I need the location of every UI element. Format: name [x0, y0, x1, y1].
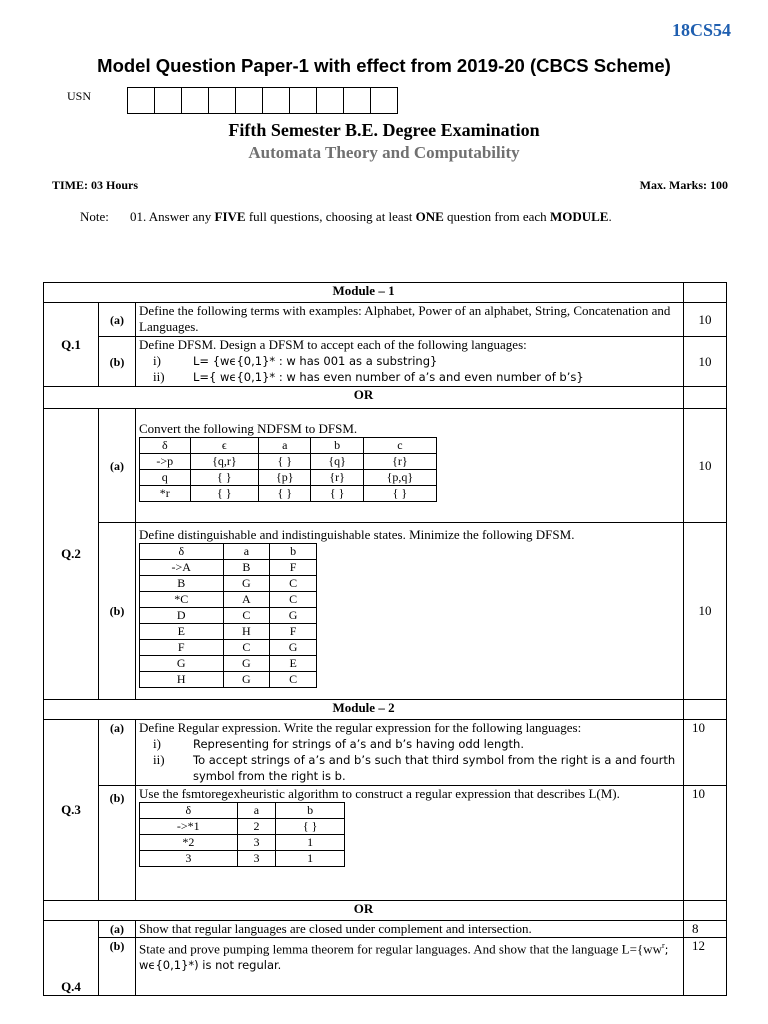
transition-cell: 3 — [237, 835, 276, 851]
transition-cell: δ — [140, 544, 224, 560]
course-code: 18CS54 — [672, 20, 732, 40]
marks: 10 — [684, 409, 727, 523]
transition-row — [140, 835, 345, 851]
transition-cell: a — [259, 438, 311, 454]
transition-cell: F — [270, 624, 317, 640]
marks: 10 — [684, 786, 727, 901]
question-text: Define DFSM. Design a DFSM to accept each of the following languages: i) L= {wϵ{0,1}* : w has 001 as a substring} ii) L={ wϵ{0,1}* : w has even number of a’s and even number of b’s} — [136, 337, 684, 387]
transition-cell: E — [140, 624, 224, 640]
marks: 8 — [684, 921, 727, 938]
transition-cell: B — [223, 560, 270, 576]
transition-cell: { } — [311, 486, 363, 502]
transition-cell: G — [223, 672, 270, 688]
transition-cell: C — [270, 576, 317, 592]
transition-cell: ->A — [140, 560, 224, 576]
transition-cell: C — [223, 608, 270, 624]
transition-cell: {r} — [311, 470, 363, 486]
transition-cell: 3 — [140, 851, 238, 867]
transition-cell: B — [140, 576, 224, 592]
transition-cell: C — [270, 672, 317, 688]
usn-box — [290, 87, 317, 114]
part-label: (b) — [99, 786, 136, 901]
language-definition: L={ wϵ{0,1}* : w has even number of a’s and even number of b’s} — [193, 370, 584, 384]
transition-cell: {p,q} — [363, 470, 436, 486]
transition-row — [140, 454, 437, 470]
transition-row — [140, 592, 317, 608]
transition-cell: *C — [140, 592, 224, 608]
paper-title: Model Question Paper-1 with effect from 2019-20 (CBCS Scheme) — [97, 55, 671, 76]
transition-cell: b — [276, 803, 345, 819]
transition-cell: δ — [140, 803, 238, 819]
transition-cell: { } — [259, 454, 311, 470]
max-marks: Max. Marks: 100 — [639, 178, 728, 192]
language-definition: L= {wϵ{0,1}* : w has 001 as a substring} — [193, 354, 438, 368]
note-text: 01. Answer any FIVE full questions, choosing at least ONE question from each MODULE. — [130, 209, 612, 224]
transition-cell: {q} — [311, 454, 363, 470]
transition-cell: {r} — [363, 454, 436, 470]
usn-label: USN — [67, 89, 92, 103]
transition-cell: c — [363, 438, 436, 454]
marks: 12 — [684, 938, 727, 996]
part-label: (b) — [99, 523, 136, 700]
note-label: Note: — [80, 209, 109, 224]
subject-title: Automata Theory and Computability — [248, 143, 520, 162]
question-text: Show that regular languages are closed under complement and intersection. — [136, 921, 684, 938]
marks: 10 — [684, 720, 727, 786]
usn-box — [155, 87, 182, 114]
transition-row — [140, 672, 317, 688]
transition-cell: ->p — [140, 454, 191, 470]
transition-cell: { } — [259, 486, 311, 502]
transition-cell: b — [270, 544, 317, 560]
usn-box — [128, 87, 155, 114]
transition-cell: δ — [140, 438, 191, 454]
question-text: Convert the following NDFSM to DFSM. δ ϵ a b c ->p {q,r} { } {q} {r} q { } {p} {r} {p,q} *r { } { } { } { } — [136, 409, 684, 523]
question-number: Q.4 — [44, 921, 99, 996]
transition-cell: A — [223, 592, 270, 608]
transition-row — [140, 486, 437, 502]
transition-cell: a — [223, 544, 270, 560]
transition-cell: { } — [190, 470, 259, 486]
exam-time: TIME: 03 Hours — [52, 178, 139, 192]
transition-row — [140, 640, 317, 656]
transition-cell: C — [223, 640, 270, 656]
transition-cell: { } — [276, 819, 345, 835]
question-text: Use the fsmtoregexheuristic algorithm to construct a regular expression that describes L(M). δ a b ->*1 2 { } *2 3 1 3 3 1 — [136, 786, 684, 901]
transition-cell: G — [270, 608, 317, 624]
usn-box — [371, 87, 398, 114]
question-table — [43, 282, 727, 996]
module-2-heading: Module – 2 — [44, 700, 684, 720]
question-text: State and prove pumping lemma theorem for regular languages. And show that the language $L=\{ww^r$; wϵ{0,1}*) is not regular. — [136, 938, 684, 996]
transition-cell: E — [270, 656, 317, 672]
part-label: (b) — [99, 337, 136, 387]
marks: 10 — [684, 523, 727, 700]
transition-row — [140, 544, 317, 560]
transition-cell: { } — [363, 486, 436, 502]
dfsm-transition-table — [139, 543, 317, 688]
transition-cell: *r — [140, 486, 191, 502]
part-label: (b) — [99, 938, 136, 996]
part-label: (a) — [99, 303, 136, 337]
transition-cell: C — [270, 592, 317, 608]
transition-row — [140, 819, 345, 835]
transition-row — [140, 576, 317, 592]
part-label: (a) — [99, 720, 136, 786]
transition-cell: q — [140, 470, 191, 486]
transition-cell: F — [270, 560, 317, 576]
transition-row — [140, 624, 317, 640]
transition-cell: G — [223, 576, 270, 592]
transition-row — [140, 438, 437, 454]
transition-cell: H — [223, 624, 270, 640]
transition-cell: G — [223, 656, 270, 672]
transition-cell: ->*1 — [140, 819, 238, 835]
transition-cell: H — [140, 672, 224, 688]
transition-row — [140, 470, 437, 486]
transition-row — [140, 656, 317, 672]
question-number: Q.2 — [44, 409, 99, 700]
usn-box — [263, 87, 290, 114]
usn-input-boxes — [127, 87, 398, 114]
transition-row — [140, 803, 345, 819]
transition-cell: 2 — [237, 819, 276, 835]
question-text: Define distinguishable and indistinguishable states. Minimize the following DFSM. δ a b ->A B F B G C *C A C D C G E H F F C G G G E H G C — [136, 523, 684, 700]
semester-title: Fifth Semester B.E. Degree Examination — [228, 120, 540, 140]
question-number: Q.1 — [44, 303, 99, 387]
part-label: (a) — [99, 409, 136, 523]
transition-cell: { } — [190, 486, 259, 502]
transition-cell: a — [237, 803, 276, 819]
marks: 10 — [684, 337, 727, 387]
question-number: Q.3 — [44, 720, 99, 901]
question-text: Define Regular expression. Write the regular expression for the following languages: i) Representing for strings of a’s and b’s having odd length. ii) To accept strings of a’s and b’s such that third symbol from the right is a and fourth symbol from the right is b. — [136, 720, 684, 786]
transition-cell: G — [270, 640, 317, 656]
transition-cell: 1 — [276, 835, 345, 851]
transition-cell: {q,r} — [190, 454, 259, 470]
usn-box — [209, 87, 236, 114]
usn-box — [317, 87, 344, 114]
usn-box — [344, 87, 371, 114]
transition-row — [140, 608, 317, 624]
module-1-heading: Module – 1 — [44, 283, 684, 303]
transition-cell: D — [140, 608, 224, 624]
transition-cell: F — [140, 640, 224, 656]
part-label: (a) — [99, 921, 136, 938]
usn-box — [236, 87, 263, 114]
transition-row — [140, 560, 317, 576]
or-divider: OR — [44, 901, 684, 921]
usn-box — [182, 87, 209, 114]
question-text: Define the following terms with examples: Alphabet, Power of an alphabet, String, Concatenation and Languages. — [136, 303, 684, 337]
transition-cell: b — [311, 438, 363, 454]
transition-cell: {p} — [259, 470, 311, 486]
fsm-transition-table — [139, 802, 345, 867]
transition-cell: G — [140, 656, 224, 672]
or-divider: OR — [44, 387, 684, 409]
ndfsm-transition-table — [139, 437, 437, 502]
transition-cell: ϵ — [190, 438, 259, 454]
transition-row — [140, 851, 345, 867]
transition-cell: *2 — [140, 835, 238, 851]
transition-cell: 3 — [237, 851, 276, 867]
marks: 10 — [684, 303, 727, 337]
transition-cell: 1 — [276, 851, 345, 867]
